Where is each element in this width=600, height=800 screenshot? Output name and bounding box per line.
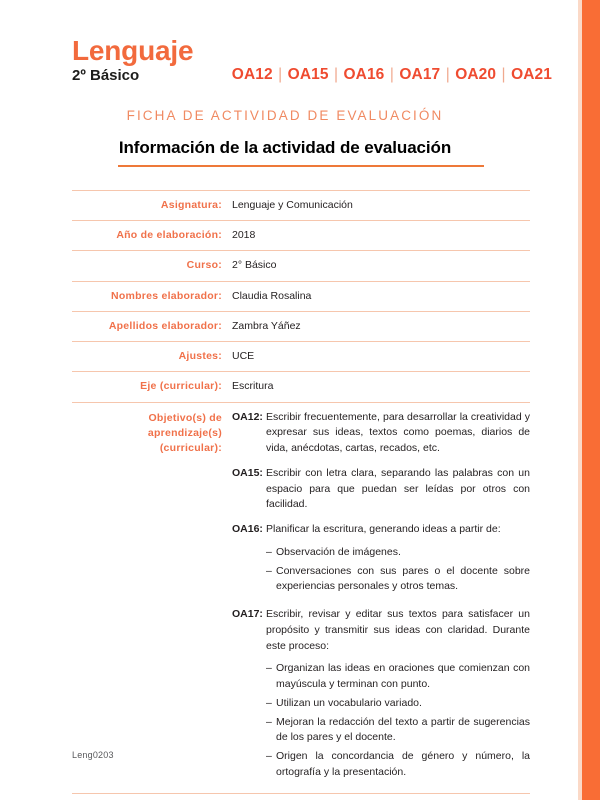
objective-item [232,607,530,784]
objective-sublist-item: – Observación de imágenes. [266,545,530,561]
table-row [72,250,530,280]
row-label: Año de elaboración: [116,229,222,242]
objectives-label-line2: aprendizaje(s) [147,426,222,439]
objective-sublist-item: – Organizan las ideas en oraciones que comienzan con mayúscula y terminan con punto. [266,661,530,693]
objective-sublist-item: – Mejoran la redacción del texto a partir de sugerencias de los pares y el docente. [266,715,530,747]
row-label: Asignatura: [160,199,222,211]
row-value: Zambra Yáñez [232,319,301,332]
row-label-objectives [72,410,230,457]
oa-code: OA15 [287,66,329,83]
table-row-objectives [72,402,530,794]
table-row [72,220,530,250]
objectives-label-line1: Objetivo(s) de [148,411,222,424]
oa-code: OA12 [231,66,273,83]
oa-code-list [232,66,552,84]
table-row [72,311,530,341]
objective-description: Escribir frecuentemente, para desarrollar la creatividad y expresar sus ideas, textos como poemas, diarios de vida, anécdotas, cartas, recados, etc. [266,410,530,455]
oa-code: OA20 [455,66,497,83]
row-label: Curso: [186,259,222,272]
row-value: Escritura [232,380,274,393]
objective-text [266,410,530,457]
objective-sublist-item: – Utilizan un vocabulario variado. [266,696,530,712]
row-value: Lenguaje y Comunicación [232,199,353,211]
objective-sublist [266,661,530,780]
row-label: Eje (curricular): [140,380,222,393]
row-label: Nombres elaborador: [111,289,222,302]
right-edge-bar [582,0,600,800]
oa-code-separator: | [329,66,343,83]
oa-code: OA17 [399,66,441,83]
brand-block [72,36,193,85]
objective-item [232,466,530,513]
objective-code: OA16: [232,523,263,536]
oa-code-separator: | [441,66,455,83]
objective-code: OA15: [232,466,263,479]
objective-code: OA17: [232,608,263,621]
objective-code: OA12: [232,410,263,423]
table-row [72,341,530,371]
table-row [72,371,530,401]
objective-item [232,522,530,598]
oa-code: OA16 [343,66,385,83]
title-underline [118,165,484,167]
document-header [72,36,560,96]
oa-code-separator: | [385,66,399,83]
objective-description: Escribir con letra clara, separando las palabras con un espacio para que puedan ser leídas por otros con facilidad. [266,466,530,511]
objective-sublist-item: – Conversaciones con sus pares o el docente sobre experiencias personales y otros temas. [266,564,530,596]
objective-item [232,410,530,457]
table-row [72,190,530,220]
objective-text [266,466,530,513]
table-row [72,281,530,311]
oa-code-separator: | [273,66,287,83]
row-label: Apellidos elaborador: [108,319,222,332]
subject-title: Lenguaje [72,35,194,66]
grade-level: 2º Básico [72,67,140,85]
row-value: 2° Básico [232,259,277,272]
oa-code-separator: | [497,66,511,83]
row-value-objectives [230,410,530,786]
oa-code: OA21 [511,66,552,83]
activity-info-table [72,190,530,794]
objective-text [266,522,530,598]
objective-sublist [266,545,530,595]
objective-text [266,607,530,784]
row-value: Claudia Rosalina [232,289,312,302]
page-title: Información de la actividad de evaluación [118,138,452,157]
row-label: Ajustes: [178,350,222,363]
objective-description: Escribir, revisar y editar sus textos para satisfacer un propósito y transmitir sus ideas con claridad. Durante este proceso: [266,608,530,652]
objectives-list [232,410,530,784]
objective-sublist-item: – Origen la concordancia de género y número, la ortografía y la presentación. [266,749,530,781]
row-value: 2018 [232,229,256,242]
objective-description: Planificar la escritura, generando ideas a partir de: [266,523,501,536]
objectives-label-line3: (curricular): [159,441,222,454]
row-value: UCE [232,350,255,363]
document-kicker: FICHA DE ACTIVIDAD DE EVALUACIÓN [126,108,444,123]
footer-document-code: Leng0203 [72,750,114,760]
